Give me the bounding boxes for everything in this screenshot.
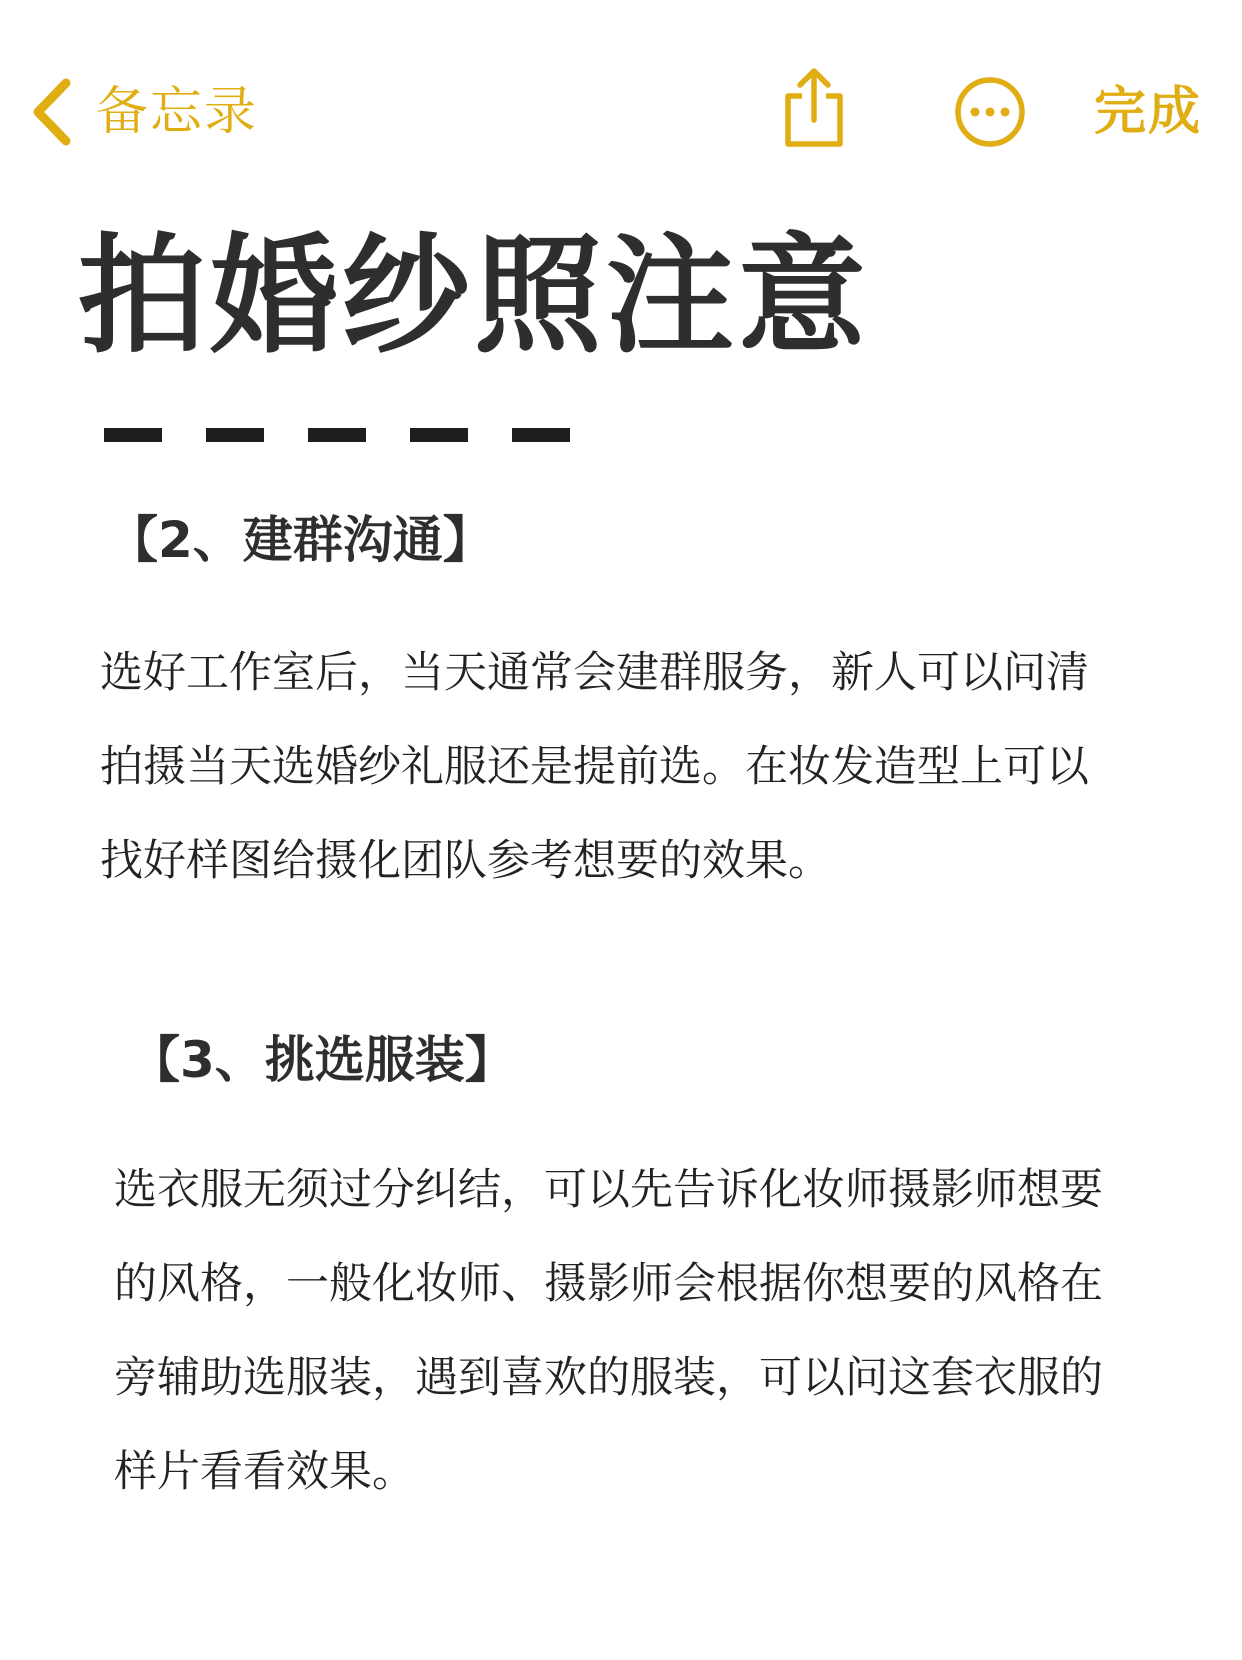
divider-dash xyxy=(512,428,570,442)
section-heading-choose-clothing: 【3、挑选服装】 xyxy=(130,1031,515,1089)
share-icon[interactable] xyxy=(780,66,848,150)
divider-dash xyxy=(104,428,162,442)
note-title: 拍婚纱照注意 xyxy=(78,222,871,371)
divider-dash xyxy=(308,428,366,442)
divider-dash xyxy=(206,428,264,442)
divider xyxy=(104,428,570,442)
back-button[interactable] xyxy=(28,72,258,152)
body-line: 选衣服无须过分纠结，可以先告诉化妆师摄影师想要 xyxy=(114,1165,1103,1215)
divider-dash xyxy=(410,428,468,442)
chevron-left-icon xyxy=(28,77,74,147)
section-heading-group-communication: 【2、建群沟通】 xyxy=(108,511,493,569)
body-line: 旁辅助选服装，遇到喜欢的服装，可以问这套衣服的 xyxy=(114,1353,1103,1403)
navigation-bar xyxy=(0,0,1242,200)
body-line: 样片看看效果。 xyxy=(114,1447,415,1497)
done-button[interactable]: 完成 xyxy=(1094,82,1203,142)
body-line: 的风格，一般化妆师、摄影师会根据你想要的风格在 xyxy=(114,1259,1103,1309)
more-icon[interactable] xyxy=(954,76,1026,148)
body-line: 拍摄当天选婚纱礼服还是提前选。在妆发造型上可以 xyxy=(100,742,1089,792)
back-label: 备忘录 xyxy=(96,82,259,142)
section-body-choose-clothing xyxy=(114,1143,1103,1519)
body-line: 选好工作室后，当天通常会建群服务，新人可以问清 xyxy=(100,648,1089,698)
body-line: 找好样图给摄化团队参考想要的效果。 xyxy=(100,836,831,886)
section-body-group-communication xyxy=(100,626,1089,908)
